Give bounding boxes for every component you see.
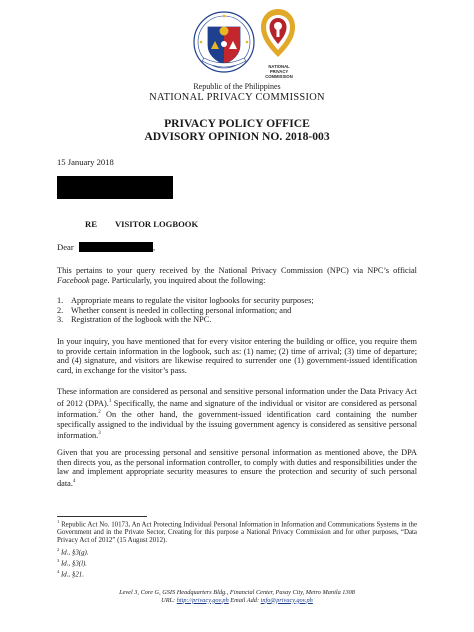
page-footer xyxy=(0,589,474,604)
advisory-number: ADVISORY OPINION NO. 2018-003 xyxy=(144,130,330,143)
salutation-comma: , xyxy=(153,242,156,252)
list-item: 2. Whether consent is needed in collecting personal information; and xyxy=(57,305,292,315)
email-link[interactable]: info@privacy.gov.ph xyxy=(260,596,313,604)
subject-line xyxy=(85,219,198,229)
logo-header xyxy=(0,7,474,79)
letter-date: 15 January 2018 xyxy=(57,157,114,167)
re-label: RE xyxy=(85,219,97,229)
salutation: Dear xyxy=(57,242,74,252)
office-address: Level 3, Core G, GSIS Headquarters Bldg., Financial Center, Pasay City, Metro Manila 1308 xyxy=(119,589,355,596)
paragraph-compliance: Given that you are processing personal and sensitive personal information as mentioned above, the DPA then directs you, as the personal information controller, to comply with duties and responsibilities under the law and implement appropriate security measures to ensure the protection and security of such personal data.$^4$ xyxy=(57,448,417,488)
paragraph-intro: This pertains to your query received by the National Privacy Commission (NPC) via NPC’s official Facebook page. Particularly, you inquired about the following: xyxy=(57,266,417,285)
paragraph-classification: These information are considered as personal and sensitive personal information under the Data Privacy Act of 2012 (DPA).$^1$ Specifically, the name and signature of the individual or visitor are considered as personal information.$^2$ On the other hand, the government-issued identification card containing the number specifically assigned to the individual by the issuing government agency is considered as sensitive personal information.$^3$ xyxy=(57,387,418,441)
republic-line: Republic of the Philippines xyxy=(193,82,281,91)
footnote-4: $^4$ Id., §21. xyxy=(57,569,84,579)
npc-logo-text: NATIONAL PRIVACY COMMISSION xyxy=(265,64,293,79)
npc-logo-icon xyxy=(258,7,298,63)
redacted-addressee xyxy=(57,176,173,199)
list-item: 1. Appropriate means to regulate the visitor logbooks for security purposes; xyxy=(57,296,314,305)
footnote-3: $^3$ Id., §3(l). xyxy=(57,557,87,568)
philippine-seal-icon xyxy=(193,11,255,73)
contact-line: URL: http://privacy.gov.ph Email Add: info@privacy.gov.ph xyxy=(161,596,313,604)
footnote-divider xyxy=(57,516,147,517)
inquiry-list xyxy=(57,296,417,325)
re-subject: VISITOR LOGBOOK xyxy=(114,219,199,229)
office-name: PRIVACY POLICY OFFICE xyxy=(164,117,310,130)
footnote-2: $^2$ Id., §3(g). xyxy=(57,546,89,556)
footnotes xyxy=(57,518,417,580)
redacted-name xyxy=(79,242,156,252)
list-item: 3. Registration of the logbook with the NPC. xyxy=(57,315,212,325)
footnote-1: $^1$ Republic Act No. 10173, An Act Protecting Individual Personal Information in Information and Communications Systems in the Government and in the Private Sector, Creating for this purpose a National Privacy Commission and for other purposes, “Data Privacy Act of 2012” (15 August 2012). xyxy=(57,519,417,545)
website-link[interactable]: http://privacy.gov.ph xyxy=(176,596,229,604)
commission-name: NATIONAL PRIVACY COMMISSION xyxy=(149,92,325,103)
document-title xyxy=(0,117,474,143)
paragraph-inquiry: In your inquiry, you have mentioned that for every visitor entering the building or office, you require them to provide certain information in the logbook, such as: (1) name; (2) time of arrival; (3) time of departure; and (4) signature, and visitors are likewise required to surrender one (1) government-issued identification card, in exchange for the visitor’s pass. xyxy=(57,337,417,376)
